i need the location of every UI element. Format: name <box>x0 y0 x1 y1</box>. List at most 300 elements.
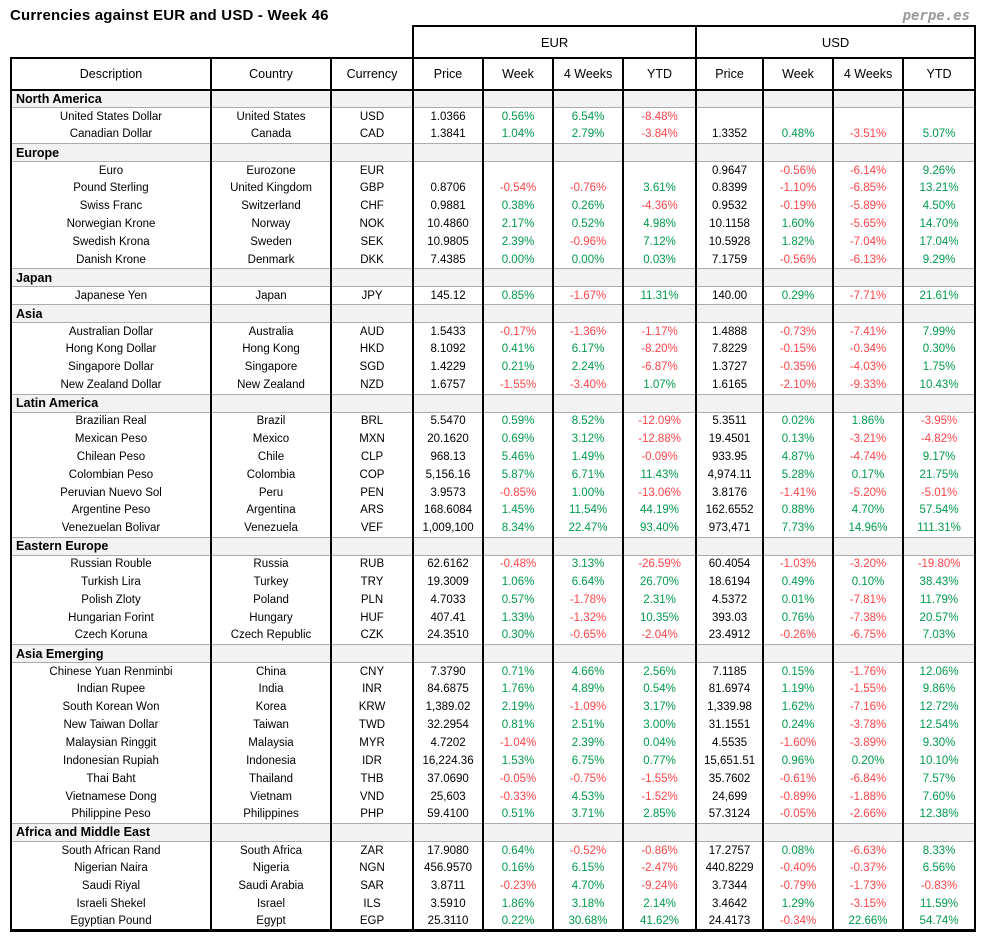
cell-description: Peruvian Nuevo Sol <box>11 484 211 502</box>
section-row <box>11 144 975 162</box>
cell-eur-price: 84.6875 <box>413 680 483 698</box>
cell-eur-4weeks: 2.24% <box>553 358 623 376</box>
cell-eur-4weeks: 0.52% <box>553 215 623 233</box>
cell-usd-ytd: -5.01% <box>903 484 975 502</box>
cell-eur-ytd: -8.48% <box>623 108 696 126</box>
section-cell <box>331 90 413 108</box>
cell-currency: JPY <box>331 287 413 305</box>
cell-currency: COP <box>331 466 413 484</box>
cell-eur-4weeks: 30.68% <box>553 913 623 931</box>
cell-usd-ytd: 38.43% <box>903 573 975 591</box>
cell-usd-4weeks: -5.65% <box>833 215 903 233</box>
cell-description: Indonesian Rupiah <box>11 752 211 770</box>
cell-usd-price: 10.5928 <box>696 233 763 251</box>
cell-eur-ytd: 44.19% <box>623 501 696 519</box>
col-header-usd-week: Week <box>763 58 833 90</box>
section-cell <box>696 144 763 162</box>
section-cell <box>623 394 696 412</box>
cell-currency: CLP <box>331 448 413 466</box>
cell-usd-week: -0.61% <box>763 770 833 788</box>
cell-usd-week: 1.60% <box>763 215 833 233</box>
section-cell <box>331 824 413 842</box>
cell-currency: RUB <box>331 555 413 573</box>
cell-usd-4weeks: -2.66% <box>833 806 903 824</box>
cell-eur-ytd <box>623 162 696 180</box>
cell-country: New Zealand <box>211 376 331 394</box>
cell-eur-week: -0.54% <box>483 179 553 197</box>
cell-usd-price: 17.2757 <box>696 841 763 859</box>
cell-eur-ytd: 2.85% <box>623 806 696 824</box>
cell-description: Thai Baht <box>11 770 211 788</box>
cell-eur-price: 32.2954 <box>413 716 483 734</box>
section-cell <box>833 144 903 162</box>
cell-description: Turkish Lira <box>11 573 211 591</box>
cell-usd-week: 0.48% <box>763 126 833 144</box>
cell-usd-4weeks: -7.16% <box>833 698 903 716</box>
cell-usd-week: 0.29% <box>763 287 833 305</box>
cell-currency: VEF <box>331 519 413 537</box>
cell-currency: THB <box>331 770 413 788</box>
cell-usd-4weeks: -4.03% <box>833 358 903 376</box>
cell-description: Vietnamese Dong <box>11 788 211 806</box>
table-row <box>11 698 975 716</box>
cell-usd-4weeks <box>833 108 903 126</box>
cell-eur-week: -0.17% <box>483 323 553 341</box>
section-title: North America <box>11 90 211 108</box>
cell-eur-4weeks: 6.71% <box>553 466 623 484</box>
col-header-currency: Currency <box>331 58 413 90</box>
cell-eur-week: 0.22% <box>483 913 553 931</box>
cell-usd-price: 57.3124 <box>696 806 763 824</box>
cell-eur-week: 0.21% <box>483 358 553 376</box>
cell-eur-4weeks: 11.54% <box>553 501 623 519</box>
cell-usd-4weeks: -1.73% <box>833 877 903 895</box>
cell-eur-4weeks: -0.96% <box>553 233 623 251</box>
cell-eur-week: 8.34% <box>483 519 553 537</box>
section-cell <box>331 537 413 555</box>
cell-eur-4weeks: 3.12% <box>553 430 623 448</box>
section-cell <box>413 269 483 287</box>
section-row <box>11 537 975 555</box>
table-row <box>11 340 975 358</box>
cell-country: Australia <box>211 323 331 341</box>
cell-country: Vietnam <box>211 788 331 806</box>
cell-eur-week: 5.46% <box>483 448 553 466</box>
cell-usd-price: 4.5372 <box>696 591 763 609</box>
cell-eur-price: 16,224.36 <box>413 752 483 770</box>
cell-currency: BRL <box>331 412 413 430</box>
cell-usd-week: 1.82% <box>763 233 833 251</box>
cell-usd-ytd: 9.86% <box>903 680 975 698</box>
table-row <box>11 412 975 430</box>
section-cell <box>833 824 903 842</box>
col-header-eur-ytd: YTD <box>623 58 696 90</box>
cell-usd-ytd: 0.30% <box>903 340 975 358</box>
cell-country: South Africa <box>211 841 331 859</box>
cell-eur-week: 1.86% <box>483 895 553 913</box>
cell-eur-week: 0.16% <box>483 859 553 877</box>
cell-usd-4weeks: -0.37% <box>833 859 903 877</box>
section-cell <box>763 394 833 412</box>
cell-currency: SAR <box>331 877 413 895</box>
section-title: Europe <box>11 144 211 162</box>
section-title: Eastern Europe <box>11 537 211 555</box>
cell-eur-price: 20.1620 <box>413 430 483 448</box>
cell-usd-price: 0.9647 <box>696 162 763 180</box>
section-cell <box>833 269 903 287</box>
cell-description: New Zealand Dollar <box>11 376 211 394</box>
cell-eur-price: 62.6162 <box>413 555 483 573</box>
cell-country: Norway <box>211 215 331 233</box>
cell-country: Mexico <box>211 430 331 448</box>
section-title: Africa and Middle East <box>11 824 211 842</box>
cell-eur-4weeks: 2.39% <box>553 734 623 752</box>
table-row <box>11 501 975 519</box>
cell-usd-price: 0.8399 <box>696 179 763 197</box>
cell-description: Colombian Peso <box>11 466 211 484</box>
cell-eur-price: 1.6757 <box>413 376 483 394</box>
table-row <box>11 788 975 806</box>
cell-eur-price: 25,603 <box>413 788 483 806</box>
cell-eur-ytd: -4.36% <box>623 197 696 215</box>
cell-eur-ytd: 2.31% <box>623 591 696 609</box>
section-cell <box>483 824 553 842</box>
cell-eur-ytd: 0.04% <box>623 734 696 752</box>
cell-description: Chilean Peso <box>11 448 211 466</box>
section-row <box>11 269 975 287</box>
cell-usd-price: 3.7344 <box>696 877 763 895</box>
cell-currency: CZK <box>331 627 413 645</box>
cell-eur-price: 168.6084 <box>413 501 483 519</box>
table-row <box>11 162 975 180</box>
cell-description: Swiss Franc <box>11 197 211 215</box>
cell-country: Venezuela <box>211 519 331 537</box>
section-cell <box>211 537 331 555</box>
cell-eur-4weeks: 1.00% <box>553 484 623 502</box>
cell-usd-4weeks: -3.51% <box>833 126 903 144</box>
section-cell <box>413 90 483 108</box>
cell-usd-4weeks: -6.63% <box>833 841 903 859</box>
cell-usd-price: 162.6552 <box>696 501 763 519</box>
cell-country: Argentina <box>211 501 331 519</box>
cell-eur-week: -0.05% <box>483 770 553 788</box>
cell-usd-price: 4.5535 <box>696 734 763 752</box>
col-header-usd-4weeks: 4 Weeks <box>833 58 903 90</box>
cell-eur-ytd: 1.07% <box>623 376 696 394</box>
cell-eur-week: 0.41% <box>483 340 553 358</box>
section-cell <box>763 537 833 555</box>
cell-eur-4weeks: 1.49% <box>553 448 623 466</box>
cell-description: New Taiwan Dollar <box>11 716 211 734</box>
cell-eur-4weeks: 6.75% <box>553 752 623 770</box>
cell-eur-price: 1.0366 <box>413 108 483 126</box>
cell-usd-ytd: 111.31% <box>903 519 975 537</box>
cell-eur-4weeks: 2.51% <box>553 716 623 734</box>
cell-eur-ytd: 93.40% <box>623 519 696 537</box>
cell-eur-4weeks: -1.67% <box>553 287 623 305</box>
section-cell <box>413 394 483 412</box>
cell-eur-price: 25.3110 <box>413 913 483 931</box>
cell-usd-4weeks: -7.81% <box>833 591 903 609</box>
cell-country: Denmark <box>211 251 331 269</box>
cell-eur-4weeks: 0.00% <box>553 251 623 269</box>
cell-eur-4weeks: 2.79% <box>553 126 623 144</box>
cell-usd-price: 31.1551 <box>696 716 763 734</box>
cell-usd-week: -0.35% <box>763 358 833 376</box>
cell-eur-4weeks: -0.76% <box>553 179 623 197</box>
cell-currency: NGN <box>331 859 413 877</box>
cell-currency: CAD <box>331 126 413 144</box>
cell-description: Brazilian Real <box>11 412 211 430</box>
cell-eur-price: 19.3009 <box>413 573 483 591</box>
section-row <box>11 824 975 842</box>
cell-usd-price: 1.4888 <box>696 323 763 341</box>
cell-eur-week: -0.48% <box>483 555 553 573</box>
cell-usd-price: 1,339.98 <box>696 698 763 716</box>
cell-usd-ytd: -0.83% <box>903 877 975 895</box>
cell-currency: SGD <box>331 358 413 376</box>
cell-usd-4weeks: -9.33% <box>833 376 903 394</box>
cell-eur-ytd: 41.62% <box>623 913 696 931</box>
section-cell <box>483 645 553 663</box>
cell-country: Peru <box>211 484 331 502</box>
cell-country: Russia <box>211 555 331 573</box>
section-cell <box>413 824 483 842</box>
cell-usd-week: -0.26% <box>763 627 833 645</box>
cell-eur-4weeks: 6.17% <box>553 340 623 358</box>
cell-eur-week: 0.30% <box>483 627 553 645</box>
cell-eur-price: 1,009,100 <box>413 519 483 537</box>
cell-eur-price: 8.1092 <box>413 340 483 358</box>
cell-eur-4weeks: 6.15% <box>553 859 623 877</box>
cell-usd-ytd: 9.26% <box>903 162 975 180</box>
cell-eur-week: 0.51% <box>483 806 553 824</box>
cell-usd-ytd: 54.74% <box>903 913 975 931</box>
cell-eur-ytd: -12.88% <box>623 430 696 448</box>
cell-eur-price: 7.4385 <box>413 251 483 269</box>
cell-eur-ytd: -13.06% <box>623 484 696 502</box>
cell-eur-ytd: 3.00% <box>623 716 696 734</box>
table-row <box>11 716 975 734</box>
cell-currency: ARS <box>331 501 413 519</box>
cell-usd-price: 1.6165 <box>696 376 763 394</box>
section-cell <box>696 824 763 842</box>
table-row <box>11 126 975 144</box>
cell-eur-ytd: -1.17% <box>623 323 696 341</box>
cell-usd-4weeks: -7.71% <box>833 287 903 305</box>
cell-currency: NOK <box>331 215 413 233</box>
cell-currency: PEN <box>331 484 413 502</box>
section-cell <box>483 269 553 287</box>
cell-eur-week: -0.23% <box>483 877 553 895</box>
section-cell <box>623 144 696 162</box>
table-row <box>11 466 975 484</box>
cell-eur-ytd: 11.43% <box>623 466 696 484</box>
cell-eur-ytd: 4.98% <box>623 215 696 233</box>
cell-usd-4weeks: 0.20% <box>833 752 903 770</box>
cell-country: Czech Republic <box>211 627 331 645</box>
section-row <box>11 90 975 108</box>
cell-currency: GBP <box>331 179 413 197</box>
cell-usd-week: -0.56% <box>763 162 833 180</box>
cell-eur-ytd: 2.14% <box>623 895 696 913</box>
section-cell <box>903 824 975 842</box>
cell-country: United Kingdom <box>211 179 331 197</box>
cell-country: Brazil <box>211 412 331 430</box>
cell-eur-week: 0.69% <box>483 430 553 448</box>
cell-country: China <box>211 663 331 681</box>
cell-eur-week: 1.45% <box>483 501 553 519</box>
cell-description: Norwegian Krone <box>11 215 211 233</box>
table-row <box>11 752 975 770</box>
cell-usd-week: 5.28% <box>763 466 833 484</box>
cell-usd-ytd: 7.99% <box>903 323 975 341</box>
cell-usd-week: -1.03% <box>763 555 833 573</box>
cell-currency: NZD <box>331 376 413 394</box>
section-cell <box>211 645 331 663</box>
table-row <box>11 251 975 269</box>
cell-usd-4weeks: -6.14% <box>833 162 903 180</box>
cell-country: Hungary <box>211 609 331 627</box>
section-cell <box>903 537 975 555</box>
cell-usd-ytd: 8.33% <box>903 841 975 859</box>
cell-description: Hong Kong Dollar <box>11 340 211 358</box>
cell-usd-week: 1.19% <box>763 680 833 698</box>
cell-eur-price: 456.9570 <box>413 859 483 877</box>
cell-usd-4weeks: -3.89% <box>833 734 903 752</box>
cell-description: South Korean Won <box>11 698 211 716</box>
cell-currency: TWD <box>331 716 413 734</box>
cell-currency: VND <box>331 788 413 806</box>
table-row <box>11 859 975 877</box>
cell-usd-week: -0.79% <box>763 877 833 895</box>
section-cell <box>763 824 833 842</box>
section-cell <box>553 144 623 162</box>
section-cell <box>553 394 623 412</box>
cell-description: Hungarian Forint <box>11 609 211 627</box>
section-cell <box>483 537 553 555</box>
cell-eur-week: 1.76% <box>483 680 553 698</box>
cell-usd-week: -2.10% <box>763 376 833 394</box>
cell-country: Japan <box>211 287 331 305</box>
cell-usd-4weeks: -4.74% <box>833 448 903 466</box>
cell-eur-price: 59.4100 <box>413 806 483 824</box>
cell-usd-price: 140.00 <box>696 287 763 305</box>
table-row <box>11 770 975 788</box>
cell-eur-week: 1.53% <box>483 752 553 770</box>
cell-eur-week: 0.64% <box>483 841 553 859</box>
cell-eur-week: 5.87% <box>483 466 553 484</box>
table-row <box>11 376 975 394</box>
table-row <box>11 555 975 573</box>
cell-currency: PHP <box>331 806 413 824</box>
cell-eur-ytd: -1.55% <box>623 770 696 788</box>
table-row <box>11 430 975 448</box>
cell-eur-4weeks: 3.18% <box>553 895 623 913</box>
cell-eur-week: 0.81% <box>483 716 553 734</box>
cell-description: Polish Zloty <box>11 591 211 609</box>
cell-usd-4weeks: -1.55% <box>833 680 903 698</box>
section-cell <box>696 394 763 412</box>
section-cell <box>211 144 331 162</box>
cell-usd-week: -0.56% <box>763 251 833 269</box>
cell-usd-week: -0.05% <box>763 806 833 824</box>
section-row <box>11 645 975 663</box>
cell-usd-week: 7.73% <box>763 519 833 537</box>
cell-usd-week: 0.49% <box>763 573 833 591</box>
cell-usd-price: 3.4642 <box>696 895 763 913</box>
cell-description: Japanese Yen <box>11 287 211 305</box>
cell-usd-price: 19.4501 <box>696 430 763 448</box>
table-row <box>11 841 975 859</box>
cell-currency: KRW <box>331 698 413 716</box>
section-cell <box>763 90 833 108</box>
section-cell <box>833 90 903 108</box>
page-header <box>0 0 984 25</box>
cell-currency: TRY <box>331 573 413 591</box>
section-cell <box>483 394 553 412</box>
section-title: Asia Emerging <box>11 645 211 663</box>
cell-usd-ytd: 1.75% <box>903 358 975 376</box>
cell-usd-price: 15,651.51 <box>696 752 763 770</box>
section-cell <box>211 90 331 108</box>
cell-usd-week: 0.15% <box>763 663 833 681</box>
cell-usd-4weeks: -6.13% <box>833 251 903 269</box>
section-cell <box>903 645 975 663</box>
cell-country: Philippines <box>211 806 331 824</box>
section-cell <box>413 144 483 162</box>
cell-currency: USD <box>331 108 413 126</box>
cell-currency: EUR <box>331 162 413 180</box>
cell-description: Pound Sterling <box>11 179 211 197</box>
table-row <box>11 806 975 824</box>
col-header-eur-price: Price <box>413 58 483 90</box>
cell-usd-ytd: 14.70% <box>903 215 975 233</box>
cell-eur-ytd: 3.61% <box>623 179 696 197</box>
col-header-usd-ytd: YTD <box>903 58 975 90</box>
cell-eur-4weeks: -0.65% <box>553 627 623 645</box>
cell-eur-week: -1.04% <box>483 734 553 752</box>
section-cell <box>413 305 483 323</box>
cell-eur-ytd: -26.59% <box>623 555 696 573</box>
section-cell <box>331 269 413 287</box>
cell-usd-ytd: 11.79% <box>903 591 975 609</box>
cell-usd-price: 18.6194 <box>696 573 763 591</box>
cell-eur-price: 4.7033 <box>413 591 483 609</box>
cell-country: Chile <box>211 448 331 466</box>
cell-eur-price: 1.4229 <box>413 358 483 376</box>
cell-description: Egyptian Pound <box>11 913 211 931</box>
cell-eur-4weeks: 4.53% <box>553 788 623 806</box>
cell-usd-ytd: 7.03% <box>903 627 975 645</box>
cell-eur-4weeks: -1.36% <box>553 323 623 341</box>
cell-usd-4weeks: 4.70% <box>833 501 903 519</box>
section-cell <box>483 305 553 323</box>
table-row <box>11 895 975 913</box>
section-title: Latin America <box>11 394 211 412</box>
cell-usd-week: -0.15% <box>763 340 833 358</box>
table-row <box>11 591 975 609</box>
cell-eur-4weeks: 4.89% <box>553 680 623 698</box>
cell-country: Indonesia <box>211 752 331 770</box>
cell-usd-price: 933.95 <box>696 448 763 466</box>
cell-eur-price: 3.5910 <box>413 895 483 913</box>
cell-usd-price: 393.03 <box>696 609 763 627</box>
cell-usd-4weeks: -3.78% <box>833 716 903 734</box>
section-cell <box>553 645 623 663</box>
cell-eur-price <box>413 162 483 180</box>
section-cell <box>833 537 903 555</box>
